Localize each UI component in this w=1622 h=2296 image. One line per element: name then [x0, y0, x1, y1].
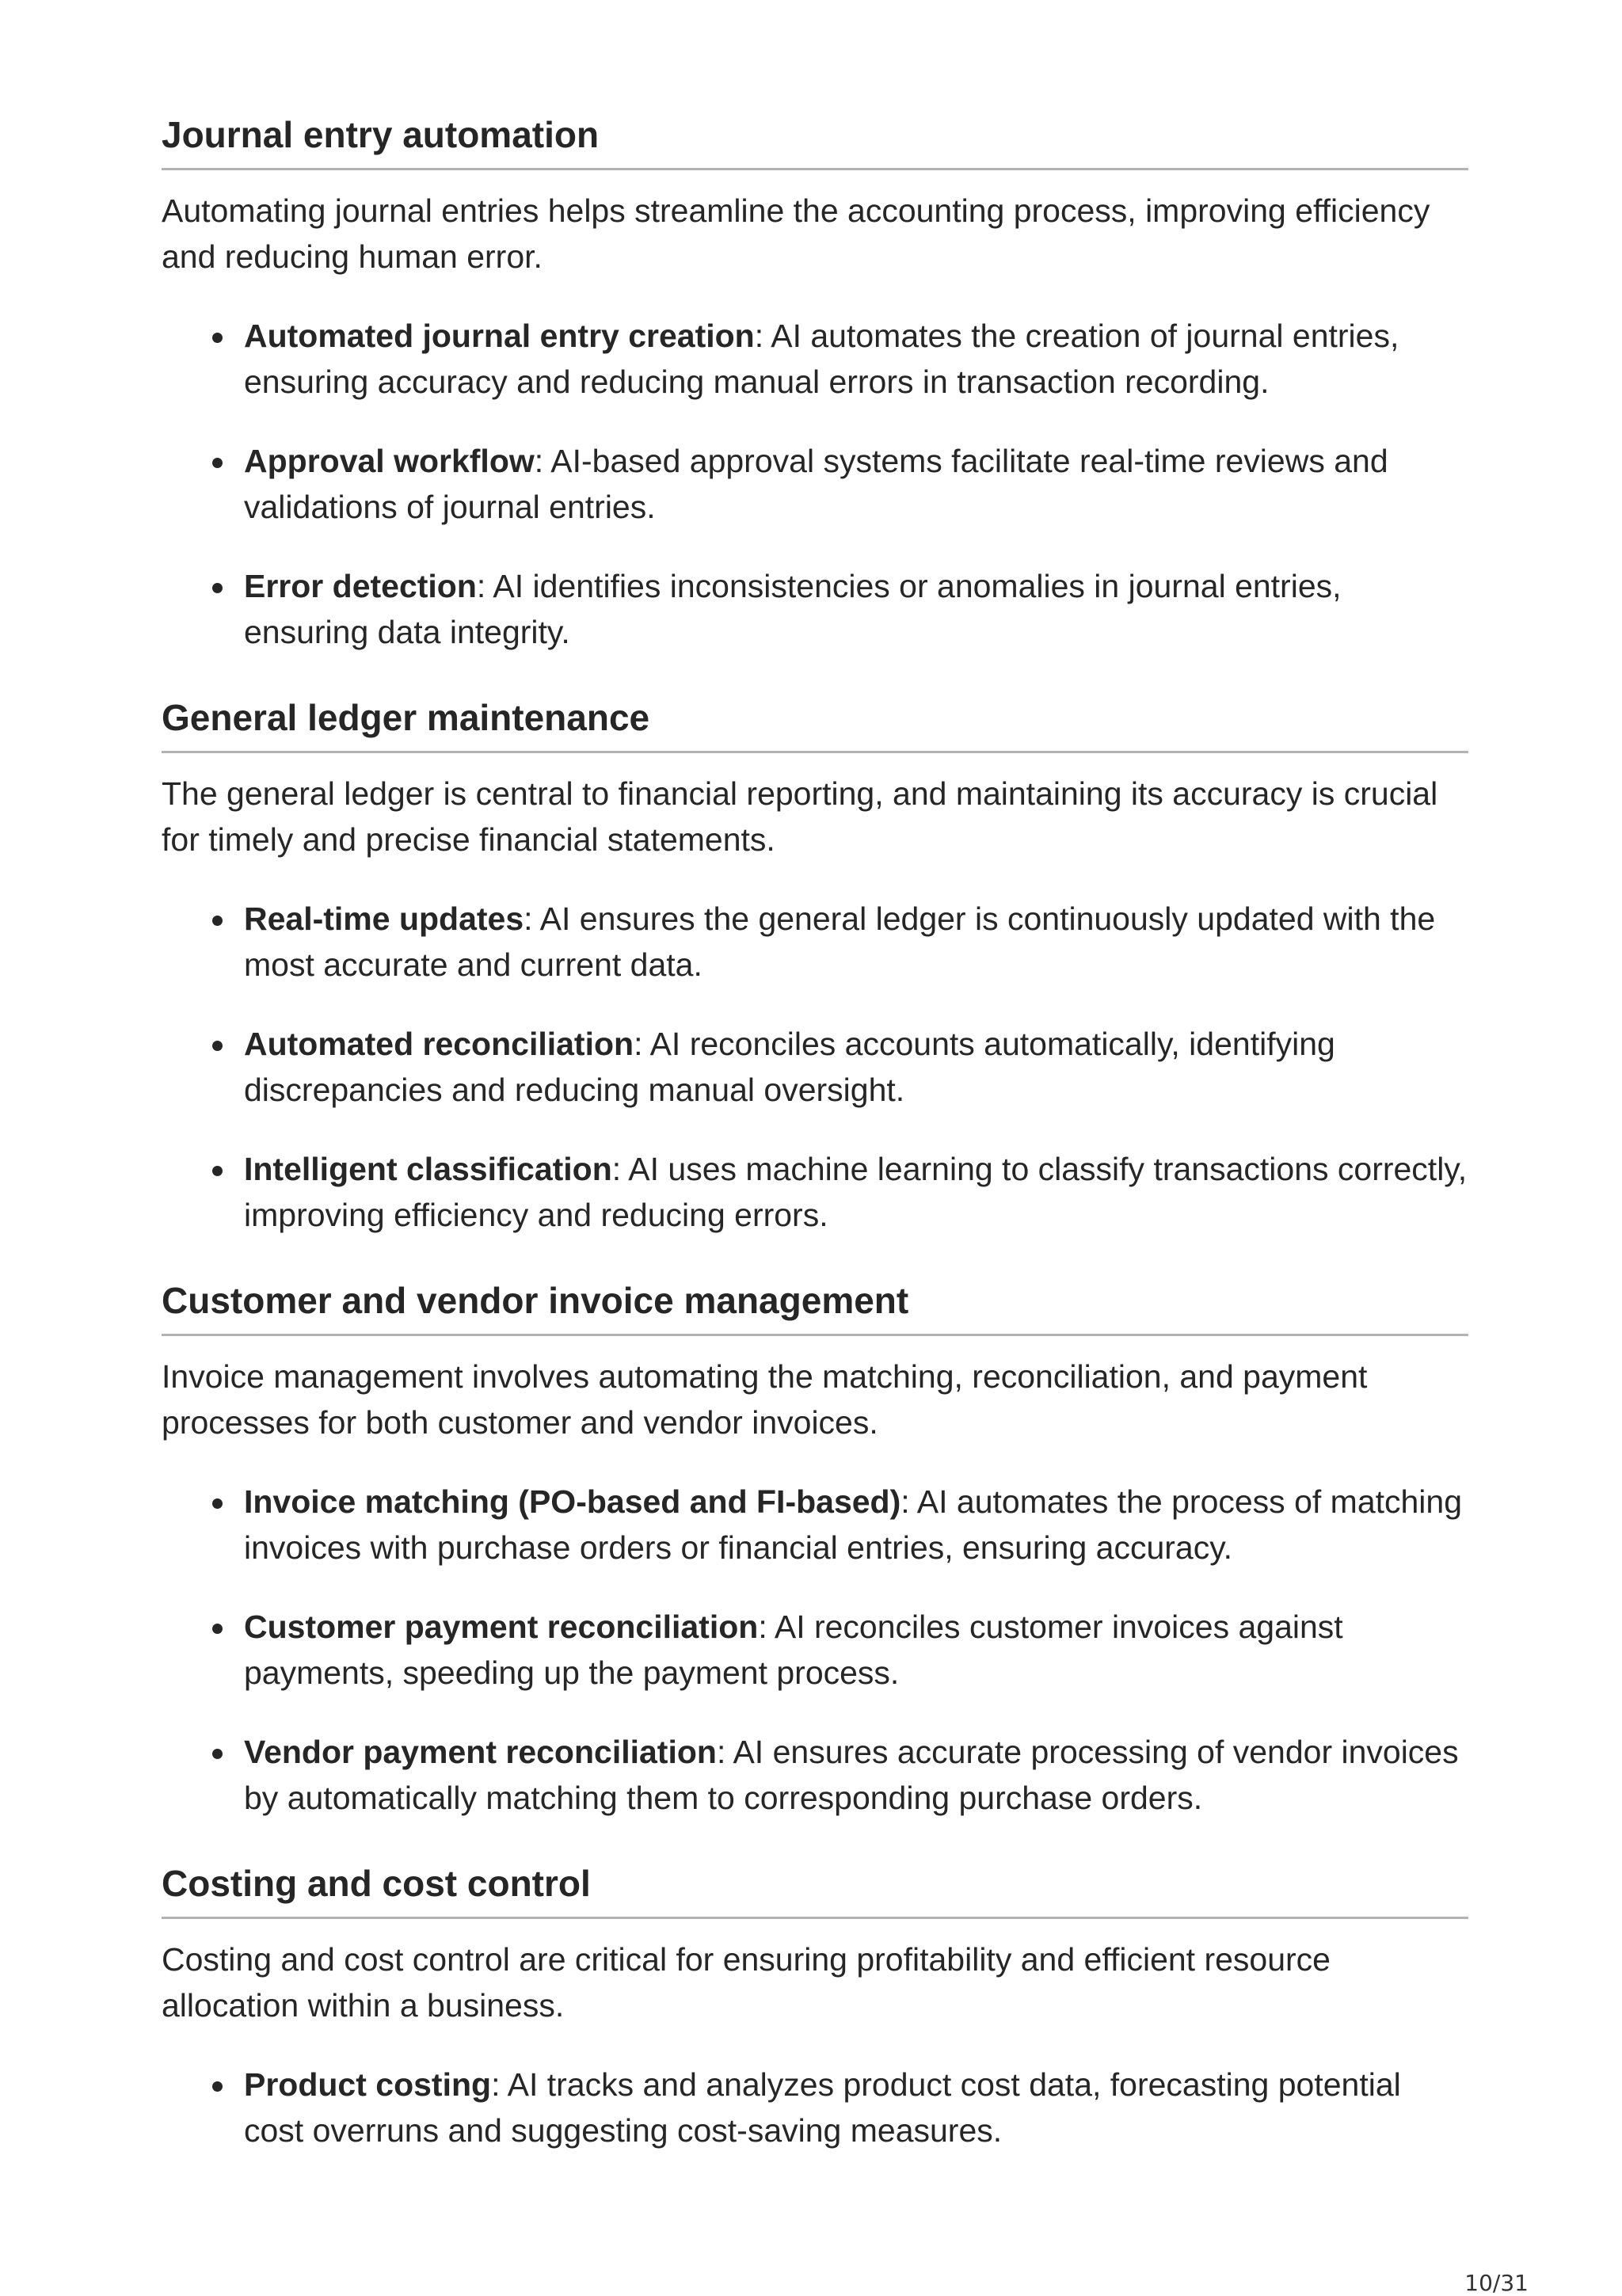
section-divider [162, 1334, 1468, 1336]
list-item-term: Intelligent classification [244, 1151, 612, 1187]
bullet-list [162, 896, 1468, 1238]
section-heading: Customer and vendor invoice management [162, 1280, 909, 1321]
section-intro: The general ledger is central to financial reporting, and maintaining its accuracy is crucial for timely and precise financial statements. [162, 775, 1438, 858]
section-divider [162, 751, 1468, 753]
section-heading: General ledger maintenance [162, 697, 650, 738]
list-item-text: : AI identifies inconsistencies or anomalies in journal entries, ensuring data integrity. [244, 568, 1342, 650]
list-item-term: Product costing [244, 2066, 492, 2103]
list-item-term: Customer payment reconciliation [244, 1609, 759, 1645]
list-item [162, 1729, 1468, 1821]
section-heading: Journal entry automation [162, 114, 600, 155]
list-item [162, 1021, 1468, 1113]
section-costing-and-cost-control [162, 1860, 1468, 2153]
list-item-text: : AI ensures accurate processing of vendor invoices by automatically matching them to corresponding purchase orders. [244, 1734, 1459, 1816]
list-item-text: : AI automates the creation of journal entries, ensuring accuracy and reducing manual errors in transaction recording. [244, 318, 1399, 400]
list-item-text: : AI-based approval systems facilitate real-time reviews and validations of journal entries. [244, 443, 1388, 525]
list-item [162, 2062, 1468, 2153]
list-item-text: : AI reconciles accounts automatically, identifying discrepancies and reducing manual oversight. [244, 1026, 1335, 1108]
bullet-list [162, 313, 1468, 655]
section-intro: Invoice management involves automating the matching, reconciliation, and payment processes for both customer and vendor invoices. [162, 1358, 1368, 1441]
list-item-text: : AI tracks and analyzes product cost data, forecasting potential cost overruns and suggesting cost-saving measures. [244, 2066, 1401, 2149]
list-item-term: Error detection [244, 568, 477, 604]
section-customer-vendor-invoice-management [162, 1277, 1468, 1821]
list-item-text: : AI automates the process of matching invoices with purchase orders or financial entries, ensuring accuracy. [244, 1483, 1463, 1566]
list-item-term: Automated reconciliation [244, 1026, 634, 1062]
list-item [162, 438, 1468, 530]
section-divider [162, 168, 1468, 170]
list-item [162, 563, 1468, 655]
section-journal-entry-automation [162, 111, 1468, 655]
list-item-term: Automated journal entry creation [244, 318, 755, 354]
section-general-ledger-maintenance [162, 694, 1468, 1238]
bullet-list [162, 1479, 1468, 1821]
section-divider [162, 1917, 1468, 1919]
section-intro: Costing and cost control are critical for ensuring profitability and efficient resource allocation within a business. [162, 1941, 1331, 2024]
list-item-text: : AI ensures the general ledger is continuously updated with the most accurate and current data. [244, 901, 1436, 983]
list-item-term: Approval workflow [244, 443, 535, 479]
list-item [162, 313, 1468, 405]
list-item-text: : AI uses machine learning to classify transactions correctly, improving efficiency and reducing errors. [244, 1151, 1468, 1233]
bullet-list [162, 2062, 1468, 2153]
list-item [162, 1479, 1468, 1571]
list-item-term: Vendor payment reconciliation [244, 1734, 717, 1770]
section-intro: Automating journal entries helps streamline the accounting process, improving efficiency and reducing human error. [162, 192, 1430, 275]
list-item [162, 896, 1468, 988]
section-heading: Costing and cost control [162, 1863, 591, 1904]
page-number: 10/31 [1464, 2270, 1529, 2296]
list-item-term: Invoice matching (PO-based and FI-based) [244, 1483, 901, 1520]
list-item-text: : AI reconciles customer invoices against payments, speeding up the payment process. [244, 1609, 1343, 1691]
list-item [162, 1604, 1468, 1696]
list-item-term: Real-time updates [244, 901, 524, 937]
list-item [162, 1146, 1468, 1238]
